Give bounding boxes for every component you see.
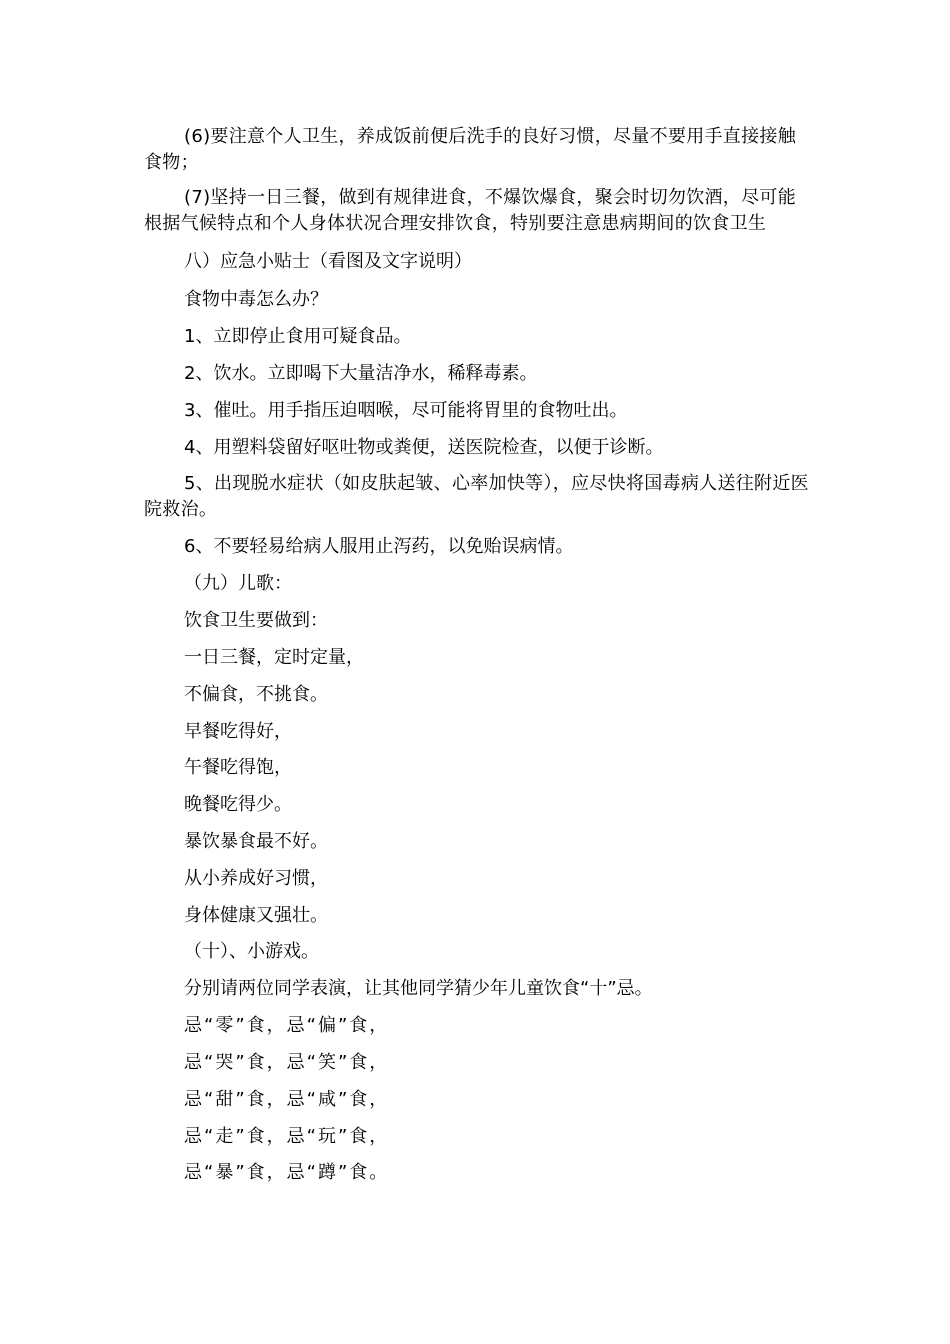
taboo-line: 忌“甜”食，忌“咸”食，: [184, 1089, 390, 1110]
rhyme-line: 不偏食，不挑食。: [184, 684, 328, 705]
step-item: 1、立即停止食用可疑食品。: [184, 326, 412, 347]
taboo-line: 忌“零”食，忌“偏”食，: [184, 1015, 390, 1036]
food-poisoning-question: 食物中毒怎么办？: [184, 289, 328, 310]
rhyme-line: 暴饮暴食最不好。: [184, 831, 328, 852]
game-intro: 分别请两位同学表演，让其他同学猜少年儿童饮食“十”忌。: [184, 978, 653, 999]
step-item: 3、催吐。用手指压迫咽喉，尽可能将胃里的食物吐出。: [184, 400, 628, 421]
rhyme-line: 晚餐吃得少。: [184, 794, 292, 815]
taboo-line: 忌“哭”食，忌“笑”食，: [184, 1052, 390, 1073]
section-10-heading: （十）、小游戏。: [184, 941, 319, 962]
taboo-line: 忌“暴”食，忌“蹲”食。: [184, 1162, 390, 1183]
paragraph-three-meals: (7)坚持一日三餐，做到有规律进食，不爆饮爆食，聚会时切勿饮酒，尽可能根据气候特点和个人身体状况合理安排饮食，特别要注意患病期间的饮食卫生: [144, 187, 796, 234]
rhyme-line: 午餐吃得饱，: [184, 757, 292, 778]
rhyme-line: 身体健康又强壮。: [184, 905, 328, 926]
rhyme-line: 一日三餐，定时定量，: [184, 647, 364, 668]
rhyme-line: 早餐吃得好，: [184, 721, 292, 742]
section-8-heading: 八）应急小贴士（看图及文字说明）: [184, 251, 472, 272]
paragraph-hygiene: (6)要注意个人卫生，养成饭前便后洗手的良好习惯，尽量不要用手直接接触食物；: [144, 126, 796, 173]
step-item: 4、用塑料袋留好呕吐物或粪便，送医院检查，以便于诊断。: [184, 437, 664, 458]
step-item: 5、出现脱水症状（如皮肤起皱、心率加快等），应尽快将国毒病人送往附近医院救治。: [144, 473, 809, 520]
step-item: 2、饮水。立即喝下大量洁净水，稀释毒素。: [184, 363, 538, 384]
step-item: 6、不要轻易给病人服用止泻药，以免贻误病情。: [184, 536, 574, 557]
rhyme-line: 从小养成好习惯，: [184, 868, 328, 889]
taboo-line: 忌“走”食，忌“玩”食，: [184, 1126, 390, 1147]
rhyme-line: 饮食卫生要做到：: [184, 610, 328, 631]
section-9-heading: （九）儿歌：: [184, 573, 292, 594]
